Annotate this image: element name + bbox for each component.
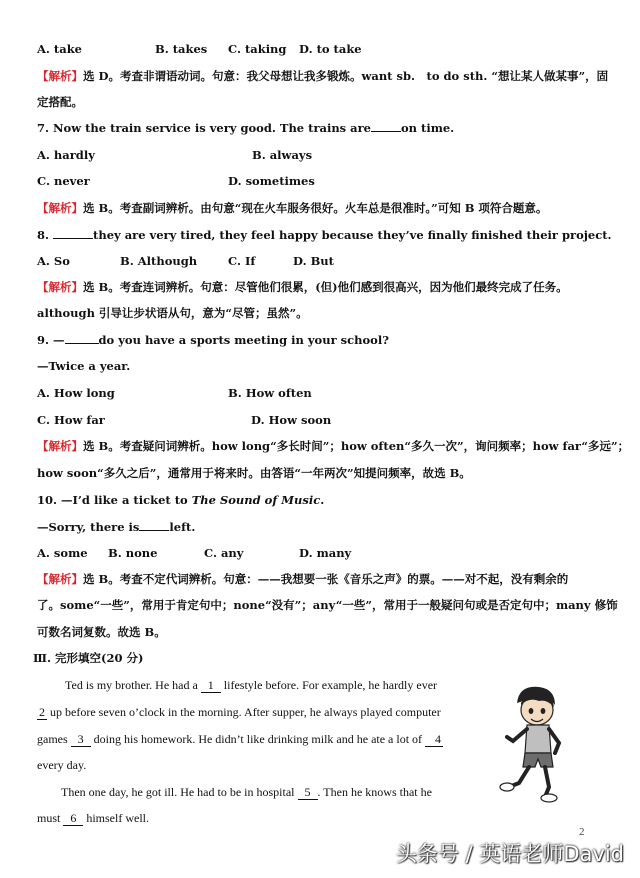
q8-stem-text: they are very tired, they feel happy because they’ve finally finished their project. <box>93 228 612 242</box>
q9-reply: —Twice a year. <box>37 359 131 373</box>
q7-option-d: D. sometimes <box>228 174 315 188</box>
q7-option-b: B. always <box>252 148 313 162</box>
q10-option-a: A. some <box>37 546 88 560</box>
q10-option-b: B. none <box>108 546 158 560</box>
q7-stem-end: on time. <box>400 121 455 135</box>
passage-line-6 <box>37 810 149 826</box>
passage-text: Ted is my brother. He had a <box>65 678 198 692</box>
q6-option-a: A. take <box>37 42 82 56</box>
blank-3: 3 <box>71 733 91 747</box>
watermark: 头条号 / 英语老师David <box>395 842 624 866</box>
passage-line-2 <box>37 704 441 720</box>
q10-options <box>37 545 352 561</box>
q6-analysis-cont: 定搭配。 <box>37 95 83 109</box>
q8-option-d: D. But <box>293 254 334 268</box>
q8-stem <box>37 227 612 243</box>
q8-analysis <box>37 279 568 295</box>
q10-analysis <box>37 571 568 587</box>
blank-6: 6 <box>63 812 83 826</box>
q10-analysis-cont: 了。some“一些”，常用于肯定句中；none“没有”；any“一些”，常用于一般疑问句或是否定句中；many 修饰 <box>37 598 618 612</box>
q8-options <box>37 253 334 269</box>
passage-line-1 <box>65 677 437 693</box>
q8-option-c: C. If <box>228 254 256 268</box>
analysis-tag: 【解析】 <box>37 572 83 586</box>
q9-analysis-cont: how soon“多久之后”，通常用于将来时。由答语“一年两次”知提问频率，故选 B。 <box>37 466 471 480</box>
q6-option-b: B. takes <box>155 42 208 56</box>
q7-options-row1 <box>37 147 313 163</box>
passage-line-3 <box>37 731 443 747</box>
blank-5: 5 <box>298 786 318 800</box>
blank-1: 1 <box>201 679 221 693</box>
q7-blank <box>371 120 401 132</box>
q9-options-row2 <box>37 412 332 428</box>
q8-option-a: A. So <box>37 254 70 268</box>
q9-stem-num: 9. — <box>37 333 65 347</box>
q10-reply-end: left. <box>169 520 196 534</box>
q8-analysis-text: 选 B。考查连词辨析。句意：尽管他们很累，(但)他们感到很高兴，因为他们最终完成了任务。 <box>83 280 568 294</box>
q8-option-b: B. Although <box>120 254 198 268</box>
q8-blank <box>53 227 93 239</box>
q10-title: The Sound of Music <box>191 493 321 507</box>
analysis-tag: 【解析】 <box>37 69 83 83</box>
q9-option-a: A. How long <box>37 386 115 400</box>
q9-option-b: B. How often <box>228 386 312 400</box>
q7-stem <box>37 120 454 136</box>
q7-option-a: A. hardly <box>37 148 95 162</box>
analysis-tag: 【解析】 <box>37 280 83 294</box>
q10-analysis-text: 选 B。考查不定代词辨析。句意：——我想要一张《音乐之声》的票。——对不起，没有剩余的 <box>83 572 569 586</box>
q7-analysis <box>37 200 547 216</box>
q9-blank <box>65 332 99 344</box>
q8-stem-num: 8. <box>37 228 50 242</box>
q6-analysis-text: 选 D。考查非谓语动词。句意：我父母想让我多锻炼。want sb. to do sth. “想让某人做某事”，固 <box>83 69 609 83</box>
passage-line-5 <box>61 784 432 800</box>
q10-blank <box>139 519 169 531</box>
q10-reply-text: —Sorry, there is <box>37 520 140 534</box>
q6-analysis <box>37 68 608 84</box>
q10-option-c: C. any <box>204 546 244 560</box>
passage-text: Then one day, he got ill. He had to be in hospital <box>61 785 295 799</box>
q9-stem-text: do you have a sports meeting in your school? <box>98 333 389 347</box>
section-title: Ⅲ. 完形填空(20 分) <box>33 651 144 665</box>
q8-analysis-cont: although 引导让步状语从句，意为“尽管；虽然”。 <box>37 306 308 320</box>
passage-text: up before seven o’clock in the morning. After supper, he always played computer <box>50 705 441 719</box>
q7-option-c: C. never <box>37 174 90 188</box>
q9-stem <box>37 332 389 348</box>
page-number: 2 <box>579 826 585 838</box>
passage-line-4: every day. <box>37 758 87 772</box>
passage-text: himself well. <box>86 811 149 825</box>
q9-analysis <box>37 438 629 454</box>
passage-text: lifestyle before. For example, he hardly ever <box>223 678 438 692</box>
q10-stem-end: . <box>320 493 325 507</box>
q9-analysis-text: 选 B。考查疑问词辨析。how long“多长时间”；how often“多久一次”，询问频率；how far“多远”； <box>83 439 630 453</box>
q7-stem-text: 7. Now the train service is very good. The trains are <box>37 121 371 135</box>
q6-options <box>37 41 362 57</box>
passage-text: must <box>37 811 61 825</box>
passage-text: games <box>37 732 68 746</box>
q10-analysis-cont2: 可数名词复数。故选 B。 <box>37 625 166 639</box>
q7-analysis-text: 选 B。考查副词辨析。由句意“现在火车服务很好。火车总是很准时。”可知 B 项符合题意。 <box>83 201 548 215</box>
q6-option-c: C. taking <box>228 42 287 56</box>
q10-stem <box>37 492 324 508</box>
passage-text: . Then he knows that he <box>317 785 432 799</box>
q9-option-d: D. How soon <box>251 413 332 427</box>
analysis-tag: 【解析】 <box>37 439 83 453</box>
q9-option-c: C. How far <box>37 413 105 427</box>
q10-stem-text: 10. —I’d like a ticket to <box>37 493 188 507</box>
q10-reply <box>37 519 195 535</box>
passage-text: doing his homework. He didn’t like drinking milk and he ate a lot of <box>93 732 423 746</box>
q10-option-d: D. many <box>299 546 352 560</box>
blank-2: 2 <box>39 705 45 719</box>
q7-options-row2 <box>37 173 315 189</box>
analysis-tag: 【解析】 <box>37 201 83 215</box>
q9-options-row1 <box>37 385 312 401</box>
q6-option-d: D. to take <box>299 42 362 56</box>
blank-4: 4 <box>425 733 443 747</box>
running-boy-illustration <box>497 683 569 803</box>
